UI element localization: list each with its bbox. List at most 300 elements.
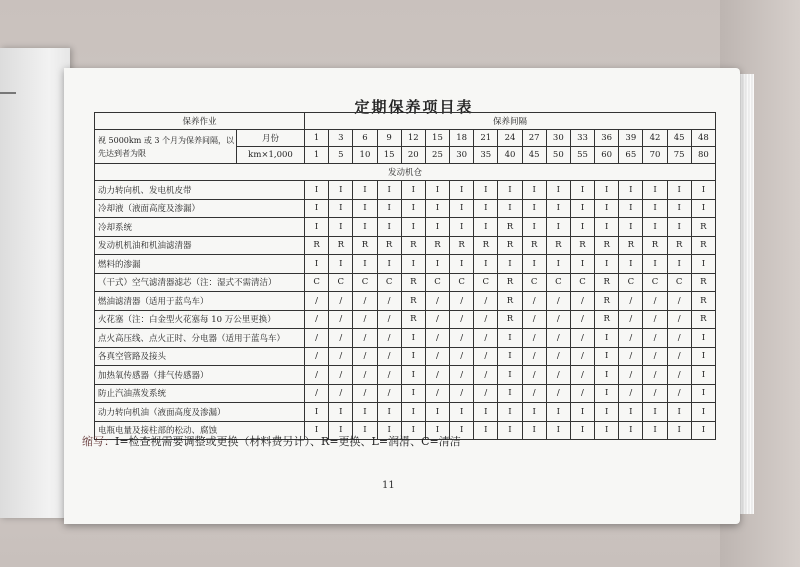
month-cell: 27 [522, 130, 546, 147]
schedule-cell: C [474, 273, 498, 292]
km-cell: 80 [691, 147, 715, 164]
schedule-cell: / [619, 310, 643, 329]
schedule-cell: I [329, 255, 353, 274]
schedule-cell: I [643, 421, 667, 440]
month-cell: 24 [498, 130, 522, 147]
schedule-cell: C [377, 273, 401, 292]
schedule-cell: R [691, 273, 715, 292]
schedule-cell: I [353, 403, 377, 422]
schedule-cell: / [643, 292, 667, 311]
schedule-cell: I [667, 255, 691, 274]
schedule-cell: / [570, 310, 594, 329]
schedule-cell: R [522, 236, 546, 255]
schedule-cell: I [353, 255, 377, 274]
schedule-cell: I [474, 218, 498, 237]
schedule-cell: I [305, 255, 329, 274]
month-cell: 48 [691, 130, 715, 147]
schedule-cell: I [425, 255, 449, 274]
km-cell: 75 [667, 147, 691, 164]
schedule-cell: I [570, 421, 594, 440]
schedule-cell: I [667, 403, 691, 422]
row-item-label: 火花塞（注：白金型火花塞每 10 万公里更换） [95, 310, 305, 329]
row-item-label: 冷却液（液面高度及渗漏） [95, 199, 305, 218]
schedule-cell: I [401, 199, 425, 218]
schedule-cell: / [450, 292, 474, 311]
month-cell: 45 [667, 130, 691, 147]
schedule-cell: R [595, 236, 619, 255]
km-cell: 50 [546, 147, 570, 164]
schedule-cell: I [425, 199, 449, 218]
schedule-cell: / [377, 310, 401, 329]
schedule-cell: / [377, 347, 401, 366]
schedule-cell: / [570, 384, 594, 403]
schedule-cell: I [619, 255, 643, 274]
schedule-cell: R [595, 273, 619, 292]
row-item-label: 各真空管路及接头 [95, 347, 305, 366]
km-cell: 40 [498, 147, 522, 164]
schedule-cell: / [377, 292, 401, 311]
month-cell: 9 [377, 130, 401, 147]
month-cell: 21 [474, 130, 498, 147]
schedule-cell: I [570, 218, 594, 237]
row-item-label: 燃料的渗漏 [95, 255, 305, 274]
schedule-cell: I [474, 421, 498, 440]
schedule-cell: / [329, 384, 353, 403]
schedule-cell: I [498, 366, 522, 385]
schedule-cell: I [643, 403, 667, 422]
row-item-label: 冷却系统 [95, 218, 305, 237]
table-row [95, 255, 716, 274]
schedule-cell: I [305, 421, 329, 440]
schedule-cell: I [329, 403, 353, 422]
schedule-cell: I [619, 218, 643, 237]
row-item-label: 点火高压线、点火正时、分电器（适用于蓝鸟车） [95, 329, 305, 348]
schedule-cell: I [305, 199, 329, 218]
schedule-cell: / [377, 384, 401, 403]
schedule-cell: I [498, 384, 522, 403]
month-cell: 3 [329, 130, 353, 147]
schedule-cell: / [353, 310, 377, 329]
km-label: km×1,000 [237, 147, 305, 164]
schedule-cell: R [498, 273, 522, 292]
schedule-cell: I [401, 181, 425, 200]
month-cell: 33 [570, 130, 594, 147]
schedule-cell: / [377, 366, 401, 385]
schedule-cell: / [425, 384, 449, 403]
schedule-cell: R [474, 236, 498, 255]
schedule-cell: I [619, 199, 643, 218]
header-row-months [95, 130, 716, 147]
schedule-cell: I [691, 347, 715, 366]
schedule-cell: I [450, 181, 474, 200]
schedule-cell: I [305, 218, 329, 237]
schedule-cell: I [377, 403, 401, 422]
schedule-cell: / [643, 329, 667, 348]
km-cell: 65 [619, 147, 643, 164]
schedule-cell: I [401, 421, 425, 440]
schedule-cell: I [450, 403, 474, 422]
schedule-cell: / [329, 329, 353, 348]
table-row [95, 236, 716, 255]
km-cell: 55 [570, 147, 594, 164]
maintenance-table [94, 112, 716, 440]
schedule-cell: R [691, 218, 715, 237]
document-page [64, 68, 740, 524]
schedule-cell: R [401, 236, 425, 255]
schedule-cell: / [546, 292, 570, 311]
month-cell: 18 [450, 130, 474, 147]
schedule-cell: I [450, 218, 474, 237]
schedule-cell: / [474, 310, 498, 329]
schedule-cell: I [498, 421, 522, 440]
schedule-cell: / [450, 310, 474, 329]
schedule-cell: I [498, 403, 522, 422]
abbreviation-lead: 缩写： [82, 435, 115, 448]
schedule-cell: I [498, 199, 522, 218]
schedule-cell: I [401, 384, 425, 403]
schedule-cell: I [667, 421, 691, 440]
table-row [95, 310, 716, 329]
km-cell: 45 [522, 147, 546, 164]
schedule-cell: / [474, 292, 498, 311]
schedule-cell: I [643, 255, 667, 274]
schedule-cell: / [643, 366, 667, 385]
schedule-cell: I [619, 421, 643, 440]
schedule-cell: I [643, 181, 667, 200]
km-cell: 35 [474, 147, 498, 164]
schedule-cell: R [425, 236, 449, 255]
schedule-cell: I [425, 181, 449, 200]
schedule-cell: / [667, 347, 691, 366]
schedule-cell: / [619, 292, 643, 311]
schedule-cell: R [498, 310, 522, 329]
schedule-cell: / [619, 384, 643, 403]
schedule-cell: I [305, 403, 329, 422]
table-row [95, 199, 716, 218]
schedule-cell: I [691, 199, 715, 218]
section-row [95, 164, 716, 181]
schedule-cell: / [329, 310, 353, 329]
schedule-cell: R [667, 236, 691, 255]
schedule-cell: I [619, 181, 643, 200]
schedule-cell: R [450, 236, 474, 255]
schedule-cell: R [305, 236, 329, 255]
schedule-cell: R [595, 292, 619, 311]
schedule-cell: R [353, 236, 377, 255]
schedule-cell: I [595, 199, 619, 218]
schedule-cell: R [691, 236, 715, 255]
schedule-cell: / [450, 347, 474, 366]
schedule-cell: I [522, 199, 546, 218]
schedule-cell: I [595, 181, 619, 200]
schedule-cell: I [498, 181, 522, 200]
row-item-label: 发动机机油和机油滤清器 [95, 236, 305, 255]
schedule-cell: / [377, 329, 401, 348]
schedule-cell: C [305, 273, 329, 292]
schedule-cell: / [643, 347, 667, 366]
schedule-cell: C [425, 273, 449, 292]
km-cell: 30 [450, 147, 474, 164]
schedule-cell: I [498, 255, 522, 274]
schedule-cell: / [425, 329, 449, 348]
schedule-cell: / [305, 329, 329, 348]
interval-label: 保养间隔 [305, 113, 716, 130]
schedule-cell: / [667, 329, 691, 348]
schedule-cell: I [353, 218, 377, 237]
table-row [95, 329, 716, 348]
schedule-cell: I [401, 366, 425, 385]
schedule-cell: I [546, 421, 570, 440]
table-row [95, 218, 716, 237]
schedule-cell: I [450, 421, 474, 440]
schedule-cell: I [595, 329, 619, 348]
month-cell: 36 [595, 130, 619, 147]
schedule-cell: / [522, 329, 546, 348]
schedule-cell: / [546, 347, 570, 366]
row-item-label: 燃油滤清器（适用于蓝鸟车） [95, 292, 305, 311]
schedule-cell: / [353, 347, 377, 366]
schedule-cell: / [619, 366, 643, 385]
schedule-cell: I [546, 199, 570, 218]
schedule-cell: R [498, 236, 522, 255]
schedule-cell: I [595, 255, 619, 274]
schedule-cell: I [474, 403, 498, 422]
schedule-cell: I [498, 329, 522, 348]
table-row [95, 181, 716, 200]
schedule-cell: I [401, 255, 425, 274]
schedule-cell: R [691, 292, 715, 311]
schedule-cell: I [353, 181, 377, 200]
schedule-cell: I [377, 181, 401, 200]
schedule-cell: / [546, 310, 570, 329]
schedule-cell: I [305, 181, 329, 200]
schedule-cell: / [522, 347, 546, 366]
schedule-cell: I [474, 255, 498, 274]
schedule-cell: I [329, 421, 353, 440]
schedule-cell: I [619, 403, 643, 422]
schedule-cell: C [546, 273, 570, 292]
schedule-cell: / [667, 384, 691, 403]
schedule-cell: / [570, 292, 594, 311]
page-title: 定期保养项目表 [354, 98, 474, 116]
schedule-cell: I [691, 384, 715, 403]
schedule-cell: I [546, 218, 570, 237]
table-row [95, 273, 716, 292]
schedule-cell: / [353, 329, 377, 348]
schedule-cell: R [643, 236, 667, 255]
km-cell: 15 [377, 147, 401, 164]
schedule-cell: I [570, 181, 594, 200]
schedule-cell: I [522, 218, 546, 237]
schedule-cell: I [425, 218, 449, 237]
schedule-cell: R [570, 236, 594, 255]
schedule-cell: / [329, 292, 353, 311]
abbreviation-note [82, 433, 461, 449]
schedule-cell: I [691, 366, 715, 385]
schedule-cell: I [474, 181, 498, 200]
schedule-cell: I [498, 347, 522, 366]
schedule-cell: I [329, 199, 353, 218]
schedule-cell: / [329, 347, 353, 366]
schedule-cell: I [329, 181, 353, 200]
schedule-cell: I [643, 199, 667, 218]
interval-note: 视 5000km 或 3 个月为保养间隔，以先达到者为限 [95, 130, 237, 164]
schedule-cell: R [401, 273, 425, 292]
left-page [0, 48, 70, 518]
km-cell: 1 [305, 147, 329, 164]
schedule-cell: / [450, 329, 474, 348]
schedule-cell: I [691, 421, 715, 440]
section-title: 发动机仓 [95, 164, 716, 181]
schedule-cell: I [522, 421, 546, 440]
schedule-cell: C [570, 273, 594, 292]
km-cell: 10 [353, 147, 377, 164]
month-cell: 1 [305, 130, 329, 147]
schedule-cell: I [595, 347, 619, 366]
km-cell: 70 [643, 147, 667, 164]
schedule-cell: / [474, 329, 498, 348]
schedule-cell: I [522, 181, 546, 200]
schedule-cell: / [546, 329, 570, 348]
row-item-label: （干式）空气滤清器滤芯（注：湿式不需清洁） [95, 273, 305, 292]
schedule-cell: / [305, 292, 329, 311]
schedule-cell: I [667, 199, 691, 218]
schedule-cell: I [450, 199, 474, 218]
schedule-cell: / [570, 366, 594, 385]
row-item-label: 防止汽油蒸发系统 [95, 384, 305, 403]
schedule-cell: I [474, 199, 498, 218]
schedule-cell: / [329, 366, 353, 385]
schedule-cell: / [353, 366, 377, 385]
schedule-cell: / [619, 329, 643, 348]
month-cell: 39 [619, 130, 643, 147]
schedule-cell: / [353, 292, 377, 311]
schedule-cell: / [425, 366, 449, 385]
page-edge [740, 74, 754, 514]
schedule-cell: I [595, 384, 619, 403]
schedule-cell: I [522, 403, 546, 422]
schedule-cell: / [450, 384, 474, 403]
row-item-label: 动力转向机油（液面高度及渗漏） [95, 403, 305, 422]
schedule-cell: / [305, 384, 329, 403]
km-cell: 60 [595, 147, 619, 164]
schedule-cell: / [522, 292, 546, 311]
schedule-cell: I [353, 199, 377, 218]
table-row [95, 292, 716, 311]
schedule-cell: / [643, 310, 667, 329]
schedule-cell: / [425, 347, 449, 366]
schedule-cell: I [570, 199, 594, 218]
schedule-cell: / [474, 347, 498, 366]
schedule-cell: C [450, 273, 474, 292]
schedule-cell: C [353, 273, 377, 292]
schedule-cell: I [595, 421, 619, 440]
schedule-cell: I [425, 421, 449, 440]
schedule-cell: R [546, 236, 570, 255]
schedule-cell: R [401, 310, 425, 329]
schedule-cell: I [643, 218, 667, 237]
schedule-cell: I [570, 255, 594, 274]
schedule-cell: C [619, 273, 643, 292]
schedule-cell: / [353, 384, 377, 403]
schedule-cell: I [691, 255, 715, 274]
km-cell: 25 [425, 147, 449, 164]
schedule-cell: / [546, 384, 570, 403]
table-row [95, 384, 716, 403]
schedule-cell: C [667, 273, 691, 292]
schedule-cell: R [619, 236, 643, 255]
schedule-cell: I [377, 255, 401, 274]
schedule-cell: I [546, 181, 570, 200]
schedule-cell: / [619, 347, 643, 366]
schedule-cell: I [570, 403, 594, 422]
schedule-cell: I [667, 181, 691, 200]
schedule-cell: I [691, 329, 715, 348]
schedule-cell: / [667, 366, 691, 385]
schedule-cell: I [401, 218, 425, 237]
month-label: 月份 [237, 130, 305, 147]
schedule-cell: I [353, 421, 377, 440]
schedule-cell: I [595, 403, 619, 422]
schedule-cell: I [425, 403, 449, 422]
schedule-cell: I [401, 329, 425, 348]
schedule-cell: I [329, 218, 353, 237]
schedule-cell: C [329, 273, 353, 292]
page-number: 11 [382, 480, 395, 491]
schedule-cell: / [474, 366, 498, 385]
table-row [95, 347, 716, 366]
schedule-cell: I [546, 255, 570, 274]
schedule-cell: R [498, 292, 522, 311]
schedule-cell: / [522, 384, 546, 403]
row-item-label: 动力转向机、发电机皮带 [95, 181, 305, 200]
schedule-cell: / [643, 384, 667, 403]
schedule-cell: I [595, 218, 619, 237]
schedule-cell: / [570, 347, 594, 366]
schedule-cell: I [377, 199, 401, 218]
km-cell: 20 [401, 147, 425, 164]
schedule-cell: I [377, 218, 401, 237]
schedule-cell: / [305, 310, 329, 329]
schedule-cell: C [522, 273, 546, 292]
work-label: 保养作业 [95, 113, 305, 130]
schedule-cell: / [522, 366, 546, 385]
header-row-1 [95, 113, 716, 130]
month-cell: 6 [353, 130, 377, 147]
schedule-cell: / [425, 310, 449, 329]
row-item-label: 电瓶电量及接柱部的松动、腐蚀 [95, 421, 305, 440]
schedule-cell: / [667, 292, 691, 311]
schedule-cell: / [522, 310, 546, 329]
schedule-cell: R [329, 236, 353, 255]
schedule-cell: I [377, 421, 401, 440]
schedule-cell: / [450, 366, 474, 385]
left-page-mark [0, 92, 16, 94]
schedule-cell: I [450, 255, 474, 274]
month-cell: 42 [643, 130, 667, 147]
schedule-cell: / [474, 384, 498, 403]
row-item-label: 加热氧传感器（排气传感器） [95, 366, 305, 385]
schedule-cell: / [546, 366, 570, 385]
schedule-cell: I [595, 366, 619, 385]
schedule-cell: / [425, 292, 449, 311]
schedule-cell: R [401, 292, 425, 311]
month-cell: 15 [425, 130, 449, 147]
schedule-cell: R [595, 310, 619, 329]
schedule-cell: I [691, 403, 715, 422]
schedule-cell: I [691, 181, 715, 200]
abbreviation-text: I=检查视需要调整或更换（材料费另计）、R=更换、L=润滑、C=清洁 [115, 435, 461, 448]
